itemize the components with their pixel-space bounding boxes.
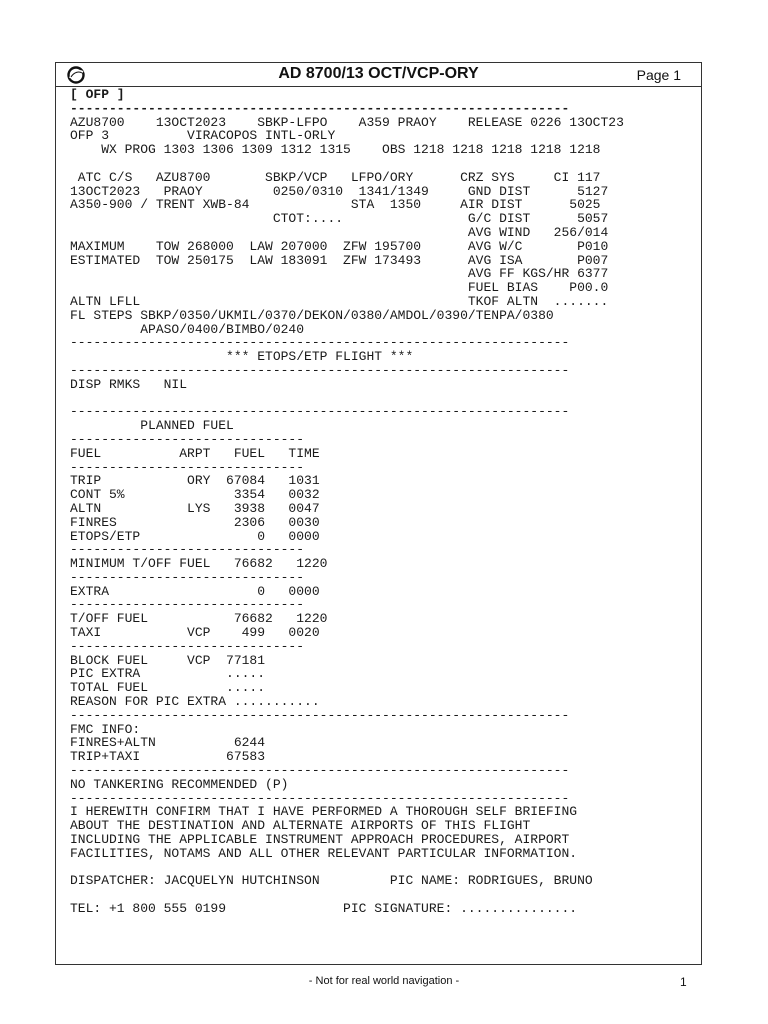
separator: ---------------------------------------------------------------- bbox=[70, 404, 570, 420]
fuel-row-finres: FINRES 2306 0030 bbox=[70, 514, 320, 530]
summary-line: CTOT:.... G/C DIST 5057 bbox=[70, 211, 609, 227]
document-header bbox=[56, 63, 701, 87]
confirmation-text: FACILITIES, NOTAMS AND ALL OTHER RELEVANT PARTICULAR INFORMATION. bbox=[70, 845, 578, 861]
summary-line: AVG WIND 256/014 bbox=[70, 224, 609, 240]
toff-fuel: T/OFF FUEL 76682 1220 bbox=[70, 611, 328, 627]
pic-extra-reason: REASON FOR PIC EXTRA ........... bbox=[70, 694, 320, 710]
separator: ------------------------------ bbox=[70, 638, 305, 654]
fl-steps-line: FL STEPS SBKP/0350/UKMIL/0370/DEKON/0380/AMDOL/0390/TENPA/0380 bbox=[70, 307, 554, 323]
separator: ------------------------------ bbox=[70, 542, 305, 558]
minimum-toff-fuel: MINIMUM T/OFF FUEL 76682 1220 bbox=[70, 556, 328, 572]
extra-fuel: EXTRA 0 0000 bbox=[70, 583, 320, 599]
ofp-tag: [ OFP ] bbox=[70, 87, 125, 102]
separator: ---------------------------------------------------------------- bbox=[70, 763, 570, 779]
fl-steps-line: APASO/0400/BIMBO/0240 bbox=[70, 321, 305, 337]
summary-line: 13OCT2023 PRAOY 0250/0310 1341/1349 GND DIST 5127 bbox=[70, 183, 609, 199]
weights-estimated-line: ESTIMATED TOW 250175 LAW 183091 ZFW 173493 AVG ISA P007 bbox=[70, 252, 609, 268]
weights-maximum-line: MAXIMUM TOW 268000 LAW 207000 ZFW 195700 AVG W/C P010 bbox=[70, 238, 609, 254]
ofp-route-line: OFP 3 VIRACOPOS INTL-ORLY bbox=[70, 128, 336, 144]
separator: ---------------------------------------------------------------- bbox=[70, 707, 570, 723]
fmc-info-title: FMC INFO: bbox=[70, 721, 141, 737]
separator: ------------------------------ bbox=[70, 597, 305, 613]
dispatcher-line: DISPATCHER: JACQUELYN HUTCHINSON PIC NAME: RODRIGUES, BRUNO bbox=[70, 873, 593, 889]
ofp-document bbox=[55, 62, 702, 965]
ofp-body bbox=[70, 88, 624, 916]
confirmation-text: ABOUT THE DESTINATION AND ALTERNATE AIRPORTS OF THIS FLIGHT bbox=[70, 818, 531, 834]
alternate-line: ALTN LFLL TKOF ALTN ....... bbox=[70, 293, 609, 309]
page-label: Page 1 bbox=[636, 67, 681, 83]
flight-id-line: AZU8700 13OCT2023 SBKP-LFPO A359 PRAOY RELEASE 0226 13OCT23 bbox=[70, 114, 624, 130]
confirmation-text: INCLUDING THE APPLICABLE INSTRUMENT APPROACH PROCEDURES, AIRPORT bbox=[70, 832, 570, 848]
separator: ------------------------------ bbox=[70, 569, 305, 585]
fuel-row-cont: CONT 5% 3354 0032 bbox=[70, 487, 320, 503]
summary-line: AVG FF KGS/HR 6377 bbox=[70, 266, 609, 282]
separator: ---------------------------------------------------------------- bbox=[70, 100, 570, 116]
wx-prog-line: WX PROG 1303 1306 1309 1312 1315 OBS 1218 1218 1218 1218 1218 bbox=[70, 142, 601, 158]
fuel-row-trip: TRIP ORY 67084 1031 bbox=[70, 473, 320, 489]
separator: ---------------------------------------------------------------- bbox=[70, 790, 570, 806]
fuel-row-altn: ALTN LYS 3938 0047 bbox=[70, 500, 320, 516]
separator: ------------------------------ bbox=[70, 459, 305, 475]
separator: ---------------------------------------------------------------- bbox=[70, 335, 570, 351]
document-title: AD 8700/13 OCT/VCP-ORY bbox=[278, 65, 479, 82]
fmc-trip-taxi: TRIP+TAXI 67583 bbox=[70, 749, 266, 765]
tankering-note: NO TANKERING RECOMMENDED (P) bbox=[70, 776, 289, 792]
summary-line: A350-900 / TRENT XWB-84 STA 1350 AIR DIST 5025 bbox=[70, 197, 601, 213]
dispatch-remarks: DISP RMKS NIL bbox=[70, 376, 188, 392]
fuel-row-etops: ETOPS/ETP 0 0000 bbox=[70, 528, 320, 544]
total-fuel: TOTAL FUEL ..... bbox=[70, 680, 266, 696]
footer-note: - Not for real world navigation - bbox=[308, 975, 460, 987]
summary-line: FUEL BIAS P00.0 bbox=[70, 280, 609, 296]
etops-banner: *** ETOPS/ETP FLIGHT *** bbox=[70, 349, 414, 365]
taxi-fuel: TAXI VCP 499 0020 bbox=[70, 625, 320, 641]
tel-signature-line: TEL: +1 800 555 0199 PIC SIGNATURE: ............... bbox=[70, 901, 578, 917]
confirmation-text: I HEREWITH CONFIRM THAT I HAVE PERFORMED A THOROUGH SELF BRIEFING bbox=[70, 804, 578, 820]
planned-fuel-title: PLANNED FUEL bbox=[70, 418, 234, 434]
separator: ---------------------------------------------------------------- bbox=[70, 362, 570, 378]
page-number: 1 bbox=[680, 975, 687, 989]
summary-line: ATC C/S AZU8700 SBKP/VCP LFPO/ORY CRZ SYS CI 117 bbox=[70, 169, 601, 185]
fuel-table-header: FUEL ARPT FUEL TIME bbox=[70, 445, 320, 461]
separator: ------------------------------ bbox=[70, 431, 305, 447]
block-fuel: BLOCK FUEL VCP 77181 bbox=[70, 652, 266, 668]
pic-extra: PIC EXTRA ..... bbox=[70, 666, 266, 682]
fmc-finres-altn: FINRES+ALTN 6244 bbox=[70, 735, 266, 751]
